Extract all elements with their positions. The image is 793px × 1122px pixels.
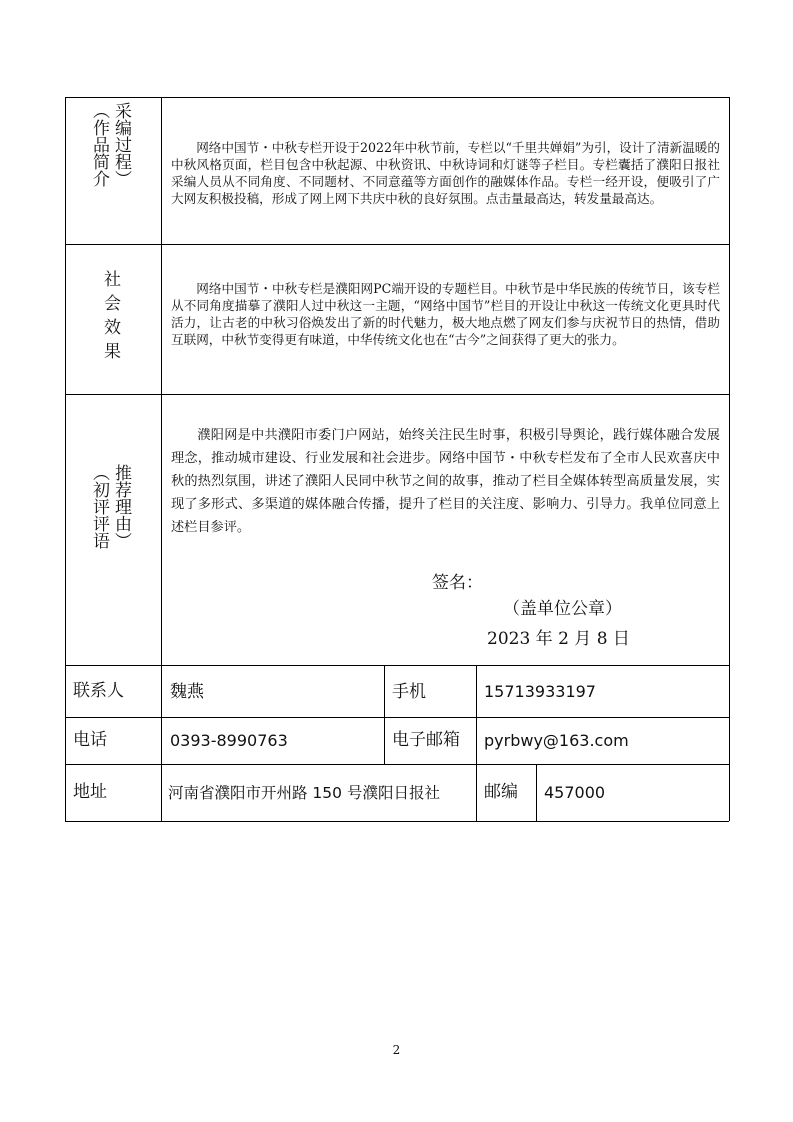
label-column-divider (161, 97, 162, 821)
email-value: pyrbwy@163.com (484, 731, 629, 750)
process-text: 网络中国节・中秋专栏开设于2022年中秋节前，专栏以“千里共婵娟”为引，设计了清新温暖的中秋风格页面，栏目包含中秋起源、中秋资讯、中秋诗词和灯谜等子栏目。专栏囊括了濮阳日报社采编人员从不同角度、不同题材、不同意蕴等方面创作的融媒体作品。专栏一经开设，便吸引了广大网友积极投稿，形成了网上网下共庆中秋的良好氛围。点击量最高达，转发量最高达。 (171, 140, 720, 206)
zip-label: 邮编 (484, 782, 518, 802)
row-divider (65, 717, 729, 718)
column-divider (384, 665, 385, 764)
phone-label: 电话 (73, 730, 107, 750)
signature-label: 签名： (432, 573, 483, 593)
mobile-value: 15713933197 (484, 682, 596, 701)
effect-label (100, 270, 125, 380)
phone-value: 0393-8990763 (170, 731, 288, 750)
recommend-label-col2: 推荐理由） (111, 464, 131, 549)
column-divider (536, 764, 537, 821)
row-divider (65, 244, 729, 245)
process-label-col2: 采编过程） (111, 102, 131, 187)
email-label: 电子邮箱 (392, 730, 460, 750)
table-border-left (65, 97, 66, 821)
recommend-label-col1: （初评评语 (89, 464, 109, 549)
table-border-top (65, 97, 729, 98)
row-divider (65, 665, 729, 666)
process-label (89, 102, 136, 232)
sign-date: 2023 年 2 月 8 日 (487, 629, 630, 649)
table-border-bottom (65, 821, 729, 822)
mobile-label: 手机 (392, 682, 426, 702)
table-border-right (729, 97, 730, 821)
address-value: 河南省濮阳市开州路 150 号濮阳日报社 (168, 784, 440, 802)
contact-value: 魏燕 (170, 682, 204, 702)
contact-label: 联系人 (73, 681, 124, 701)
process-label-col1: （作品简介 (89, 102, 109, 187)
recommend-label (89, 464, 136, 594)
recommend-text: 濮阳网是中共濮阳市委门户网站，始终关注民生时事，积极引导舆论，践行媒体融合发展理念，推动城市建设、行业发展和社会进步。网络中国节・中秋专栏发布了全市人民欢喜庆中秋的热烈氛围，讲述了濮阳人民同中秋节之间的故事，推动了栏目全媒体转型高质量发展，实现了多形式、多渠道的媒体融合传播，提升了栏目的关注度、影响力、引导力。我单位同意上述栏目参评。 (171, 428, 720, 535)
row-divider (65, 764, 729, 765)
address-label: 地址 (73, 782, 107, 802)
column-divider (476, 764, 477, 821)
zip-value: 457000 (544, 783, 606, 802)
seal-note: （盖单位公章） (503, 599, 622, 619)
row-divider (65, 394, 729, 395)
effect-text: 网络中国节・中秋专栏是濮阳网PC端开设的专题栏目。中秋节是中华民族的传统节日，该专栏从不同角度描摹了濮阳人过中秋这一主题，“网络中国节”栏目的开设让中秋这一传统文化更具时代活力，让古老的中秋习俗焕发出了新的时代魅力，极大地点燃了网友们参与庆祝节日的热情，借助互联网，中秋节变得更有味道，中华传统文化也在“古今”之间获得了更大的张力。 (171, 281, 720, 347)
column-divider (476, 665, 477, 764)
effect-label-col: 社会效果 (100, 270, 120, 366)
page-number: 2 (392, 1043, 401, 1057)
